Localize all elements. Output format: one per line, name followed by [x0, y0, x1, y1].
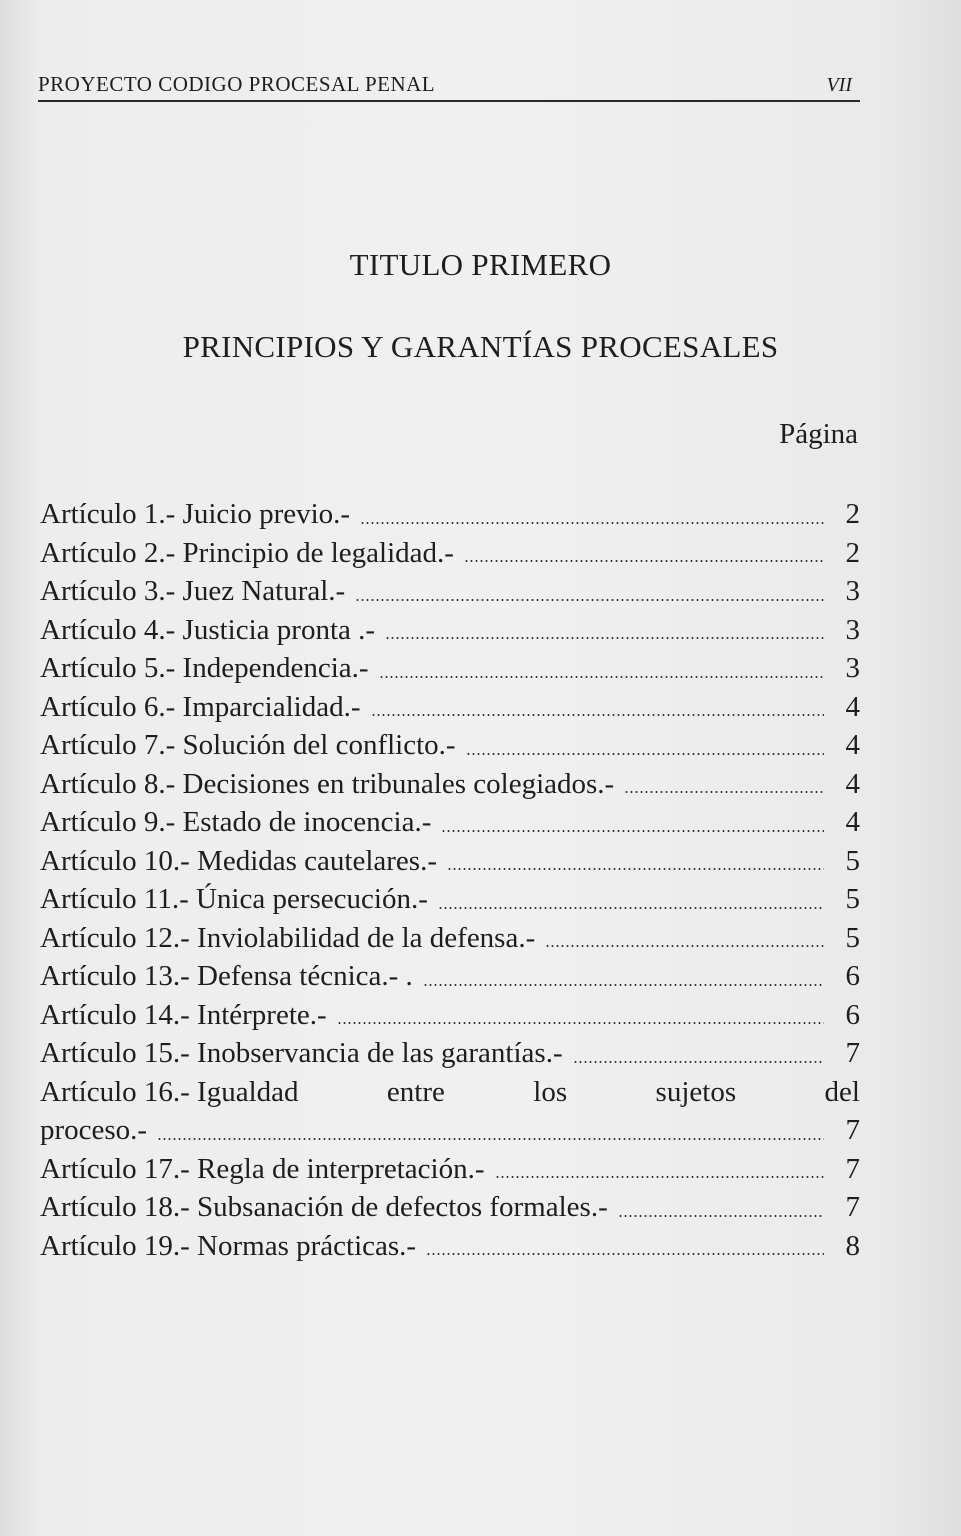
leader-dots — [466, 753, 824, 755]
leader-dots — [624, 791, 824, 793]
page-folio: VII — [826, 74, 852, 96]
leader-dots — [573, 1061, 824, 1063]
section-title: TITULO PRIMERO — [349, 247, 612, 282]
leader-dots — [464, 560, 824, 562]
toc-entry-18: Artículo 18.- Subsanación de defectos formales.- 7 — [40, 1191, 860, 1223]
toc-entry-16-line-1: Artículo 16.- Igualdad entre los sujetos del — [40, 1075, 860, 1108]
toc-entry-4: Artículo 4.- Justicia pronta .- 3 — [40, 613, 860, 646]
leader-dots — [438, 907, 824, 909]
toc-entry-11: Artículo 11.- Única persecución.- 5 — [40, 883, 860, 915]
leader-dots — [447, 868, 824, 870]
toc-entry-5: Artículo 5.- Independencia.- 3 — [40, 652, 860, 684]
page-column-label: Página — [779, 418, 858, 450]
toc-entry-15: Artículo 15.- Inobservancia de las garantías.- 7 — [40, 1037, 860, 1069]
toc-entry-13: Artículo 13.- Defensa técnica.- . 6 — [40, 960, 860, 992]
leader-dots — [371, 714, 825, 716]
leader-dots — [379, 676, 824, 678]
leader-dots — [441, 830, 824, 832]
leader-dots — [355, 599, 824, 601]
toc-entry-14: Artículo 14.- Intérprete.- 6 — [40, 998, 860, 1031]
toc-entry-16-line-2: proceso.- 7 — [40, 1114, 860, 1146]
section-subtitle: PRINCIPIOS Y GARANTÍAS PROCESALES — [182, 329, 779, 364]
leader-dots — [360, 522, 824, 524]
toc-entry-9: Artículo 9.- Estado de inocencia.- 4 — [40, 806, 860, 838]
toc-entry-8: Artículo 8.- Decisiones en tribunales colegiados.- 4 — [40, 767, 860, 800]
leader-dots — [495, 1176, 824, 1178]
toc-entry-10: Artículo 10.- Medidas cautelares.- 5 — [40, 844, 860, 877]
running-head — [38, 72, 860, 102]
toc-entry-6: Artículo 6.- Imparcialidad.- 4 — [40, 690, 860, 723]
leader-dots — [423, 984, 824, 986]
leader-dots — [545, 945, 824, 947]
toc-entry-12: Artículo 12.- Inviolabilidad de la defensa.- 5 — [40, 921, 860, 954]
toc-entry-17: Artículo 17.- Regla de interpretación.- 7 — [40, 1152, 860, 1185]
running-head-title: PROYECTO CODIGO PROCESAL PENAL — [38, 72, 436, 96]
toc-entry-3: Artículo 3.- Juez Natural.- 3 — [40, 575, 860, 607]
leader-dots — [426, 1253, 824, 1255]
toc-entry-1: Artículo 1.- Juicio previo.- 2 — [40, 498, 860, 530]
toc-entry-19: Artículo 19.- Normas prácticas.- 8 — [40, 1229, 860, 1262]
toc-entry-2: Artículo 2.- Principio de legalidad.- 2 — [40, 536, 860, 569]
leader-dots — [618, 1215, 824, 1217]
toc-entry-7: Artículo 7.- Solución del conflicto.- 4 — [40, 729, 860, 761]
leader-dots — [385, 637, 824, 639]
leader-dots — [337, 1022, 824, 1024]
table-of-contents — [40, 495, 860, 1265]
leader-dots — [157, 1138, 824, 1140]
